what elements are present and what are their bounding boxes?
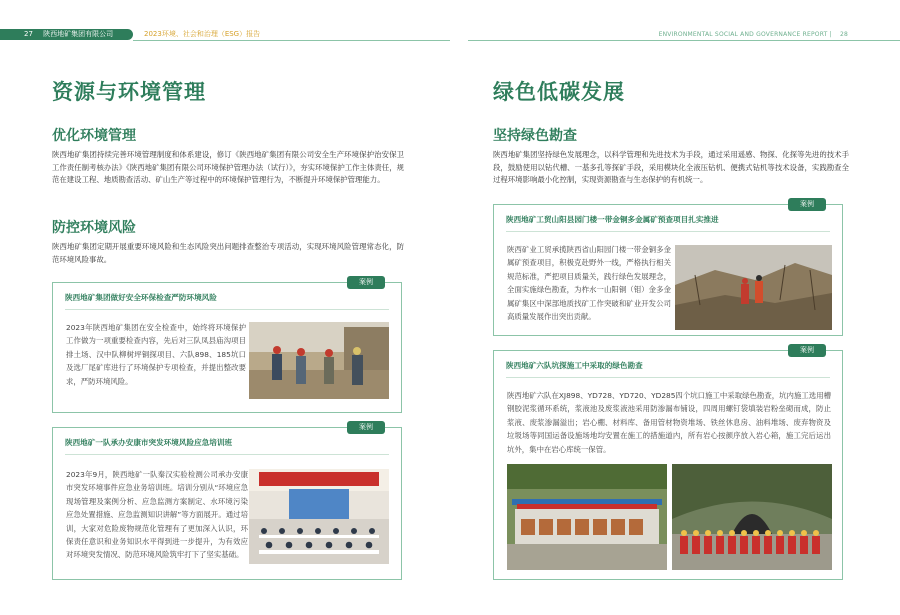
case-badge: 案例 bbox=[347, 276, 385, 289]
optimize-env-heading: 优化环境管理 bbox=[52, 128, 136, 144]
case-card-survey-project bbox=[493, 200, 843, 336]
case-badge: 案例 bbox=[788, 344, 826, 357]
field-survey-photo bbox=[675, 245, 832, 330]
case-card-training bbox=[52, 423, 402, 580]
page-header bbox=[0, 0, 900, 40]
right-header: ENVIRONMENTAL SOCIAL AND GOVERNANCE REPORT | 28 bbox=[658, 31, 848, 38]
green-exploration-paragraph: 陕西地矿集团坚持绿色发展理念，以科学管理和先进技术为手段，通过采用遥感、物探、化探等先进的技术手段，鼓励使用以钻代槽、一基多孔等探矿手段，采用模块化全液压钻机、便携式钻机等技术设备，实践勘查全过程环境影响最小化控制，实现资源勘查与生态保护的有机统一。 bbox=[493, 150, 849, 185]
header-divider-right bbox=[468, 40, 900, 41]
card-divider bbox=[506, 377, 830, 378]
green-exploration-heading: 坚持绿色勘查 bbox=[493, 128, 577, 144]
left-header-tab bbox=[0, 29, 133, 40]
case-text: 陕西矿业工贸承揽陕西省山阳园门楼一带金铜多金属矿预查项目，积极克赴野外一线，严格执行相关规范标准，严把项目质量关，践行绿色发展理念，全面实施绿色勘查，为柞水一山阳铜（钼）金多金属矿集区中深部地质找矿工作突破和矿业开发公司高质量发展作出突出贡献。 bbox=[507, 245, 671, 322]
risk-control-paragraph: 陕西地矿集团定期开展重要环境风险和生态风险突出问题排查整治专项活动，实现环境风险管理常态化，防范环境风险事故。 bbox=[52, 242, 404, 264]
case-text: 2023年9月，陕西地矿一队秦汉实验检测公司承办安康市突发环境事件应急业务培训班。培训分别从“环境应急现场管理及案例分析、应急监测方案制定、水环境污染应急处置措施、应急监测知识讲解”等方面展开。通过培训，大家对危险废物规范化管理有了更加深入认识，环保责任意识和业务知识水平得到进一步提升，为有效应对环境突发情况、防范环境风险筑牢打下了坚实基础。 bbox=[66, 470, 248, 560]
optimize-env-paragraph: 陕西地矿集团持续完善环境管理制度和体系建设，修订《陕西地矿集团有限公司安全生产环境保护治安保卫工作责任制考核办法》《陕西地矿集团有限公司环境保护管理办法（试行）》，夯实环境保护工作主体责任，规范在建设工程、地质勘查活动、矿山生产等过程中的环境保护管理行为，不断提升环境保护管理能力。 bbox=[52, 150, 404, 185]
inspection-photo bbox=[249, 322, 389, 399]
right-page-number: 28 bbox=[839, 31, 848, 38]
card-divider bbox=[506, 231, 830, 232]
training-photo bbox=[249, 469, 389, 564]
risk-control-heading: 防控环境风险 bbox=[52, 220, 136, 236]
card-divider bbox=[65, 454, 389, 455]
case-card-inspection bbox=[52, 278, 402, 413]
case-text: 陕西地矿六队在XJ898、YD728、YD720、YD285四个坑口施工中采取绿色勘查，坑内施工选用槽钢胶泥浆循环系统，浆液池及废浆液池采用防渗漏布铺设，四周用螺钉袋填装岩粉垒砌而成，防止浆液、废浆渗漏溢出；岩心棚、材料库、备用管材物资堆场、铁丝休息房、油料堆场、废弃物资及垃圾场等同国运备设施场地均安置在施工的措施道内，所有岩心按颜序放入岩心箱，施工完后运出坑外，集中在岩心库统一保管。 bbox=[507, 391, 831, 454]
case-title: 陕西地矿六队坑探施工中采取的绿色勘查 bbox=[506, 361, 643, 370]
report-name: 2023环境、社会和治理（ESG）报告 bbox=[144, 30, 261, 38]
report-english-title: ENVIRONMENTAL SOCIAL AND GOVERNANCE REPORT bbox=[658, 31, 828, 38]
core-shed-photo bbox=[507, 464, 667, 570]
left-section-title: 资源与环境管理 bbox=[52, 80, 206, 104]
left-page-number: 27 bbox=[24, 30, 33, 38]
header-divider-left bbox=[133, 40, 450, 41]
case-title: 陕西地矿集团做好安全环保检查严防环境风险 bbox=[65, 293, 217, 302]
right-section-title: 绿色低碳发展 bbox=[493, 80, 625, 104]
company-name: 陕西地矿集团有限公司 bbox=[43, 30, 114, 38]
case-badge: 案例 bbox=[788, 198, 826, 211]
card-divider bbox=[65, 309, 389, 310]
team-photo bbox=[672, 464, 832, 570]
case-title: 陕西地矿工贸山阳县园门楼一带金铜多金属矿预查项目扎实推进 bbox=[506, 215, 719, 224]
case-card-tunnel-exploration bbox=[493, 346, 843, 580]
case-title: 陕西地矿一队承办安康市突发环境风险应急培训班 bbox=[65, 438, 233, 447]
case-text: 2023年陕西地矿集团在安全检查中，始终将环境保护工作做为一项重要检查内容，先后对三队凤县庙沟项目排土场、汉中队柳树坪铜探项目、六队898、185坑口及选厂尾矿库进行了环境保护专项检查，并提出整改要求，严防环境风险。 bbox=[66, 323, 246, 386]
case-badge: 案例 bbox=[347, 421, 385, 434]
